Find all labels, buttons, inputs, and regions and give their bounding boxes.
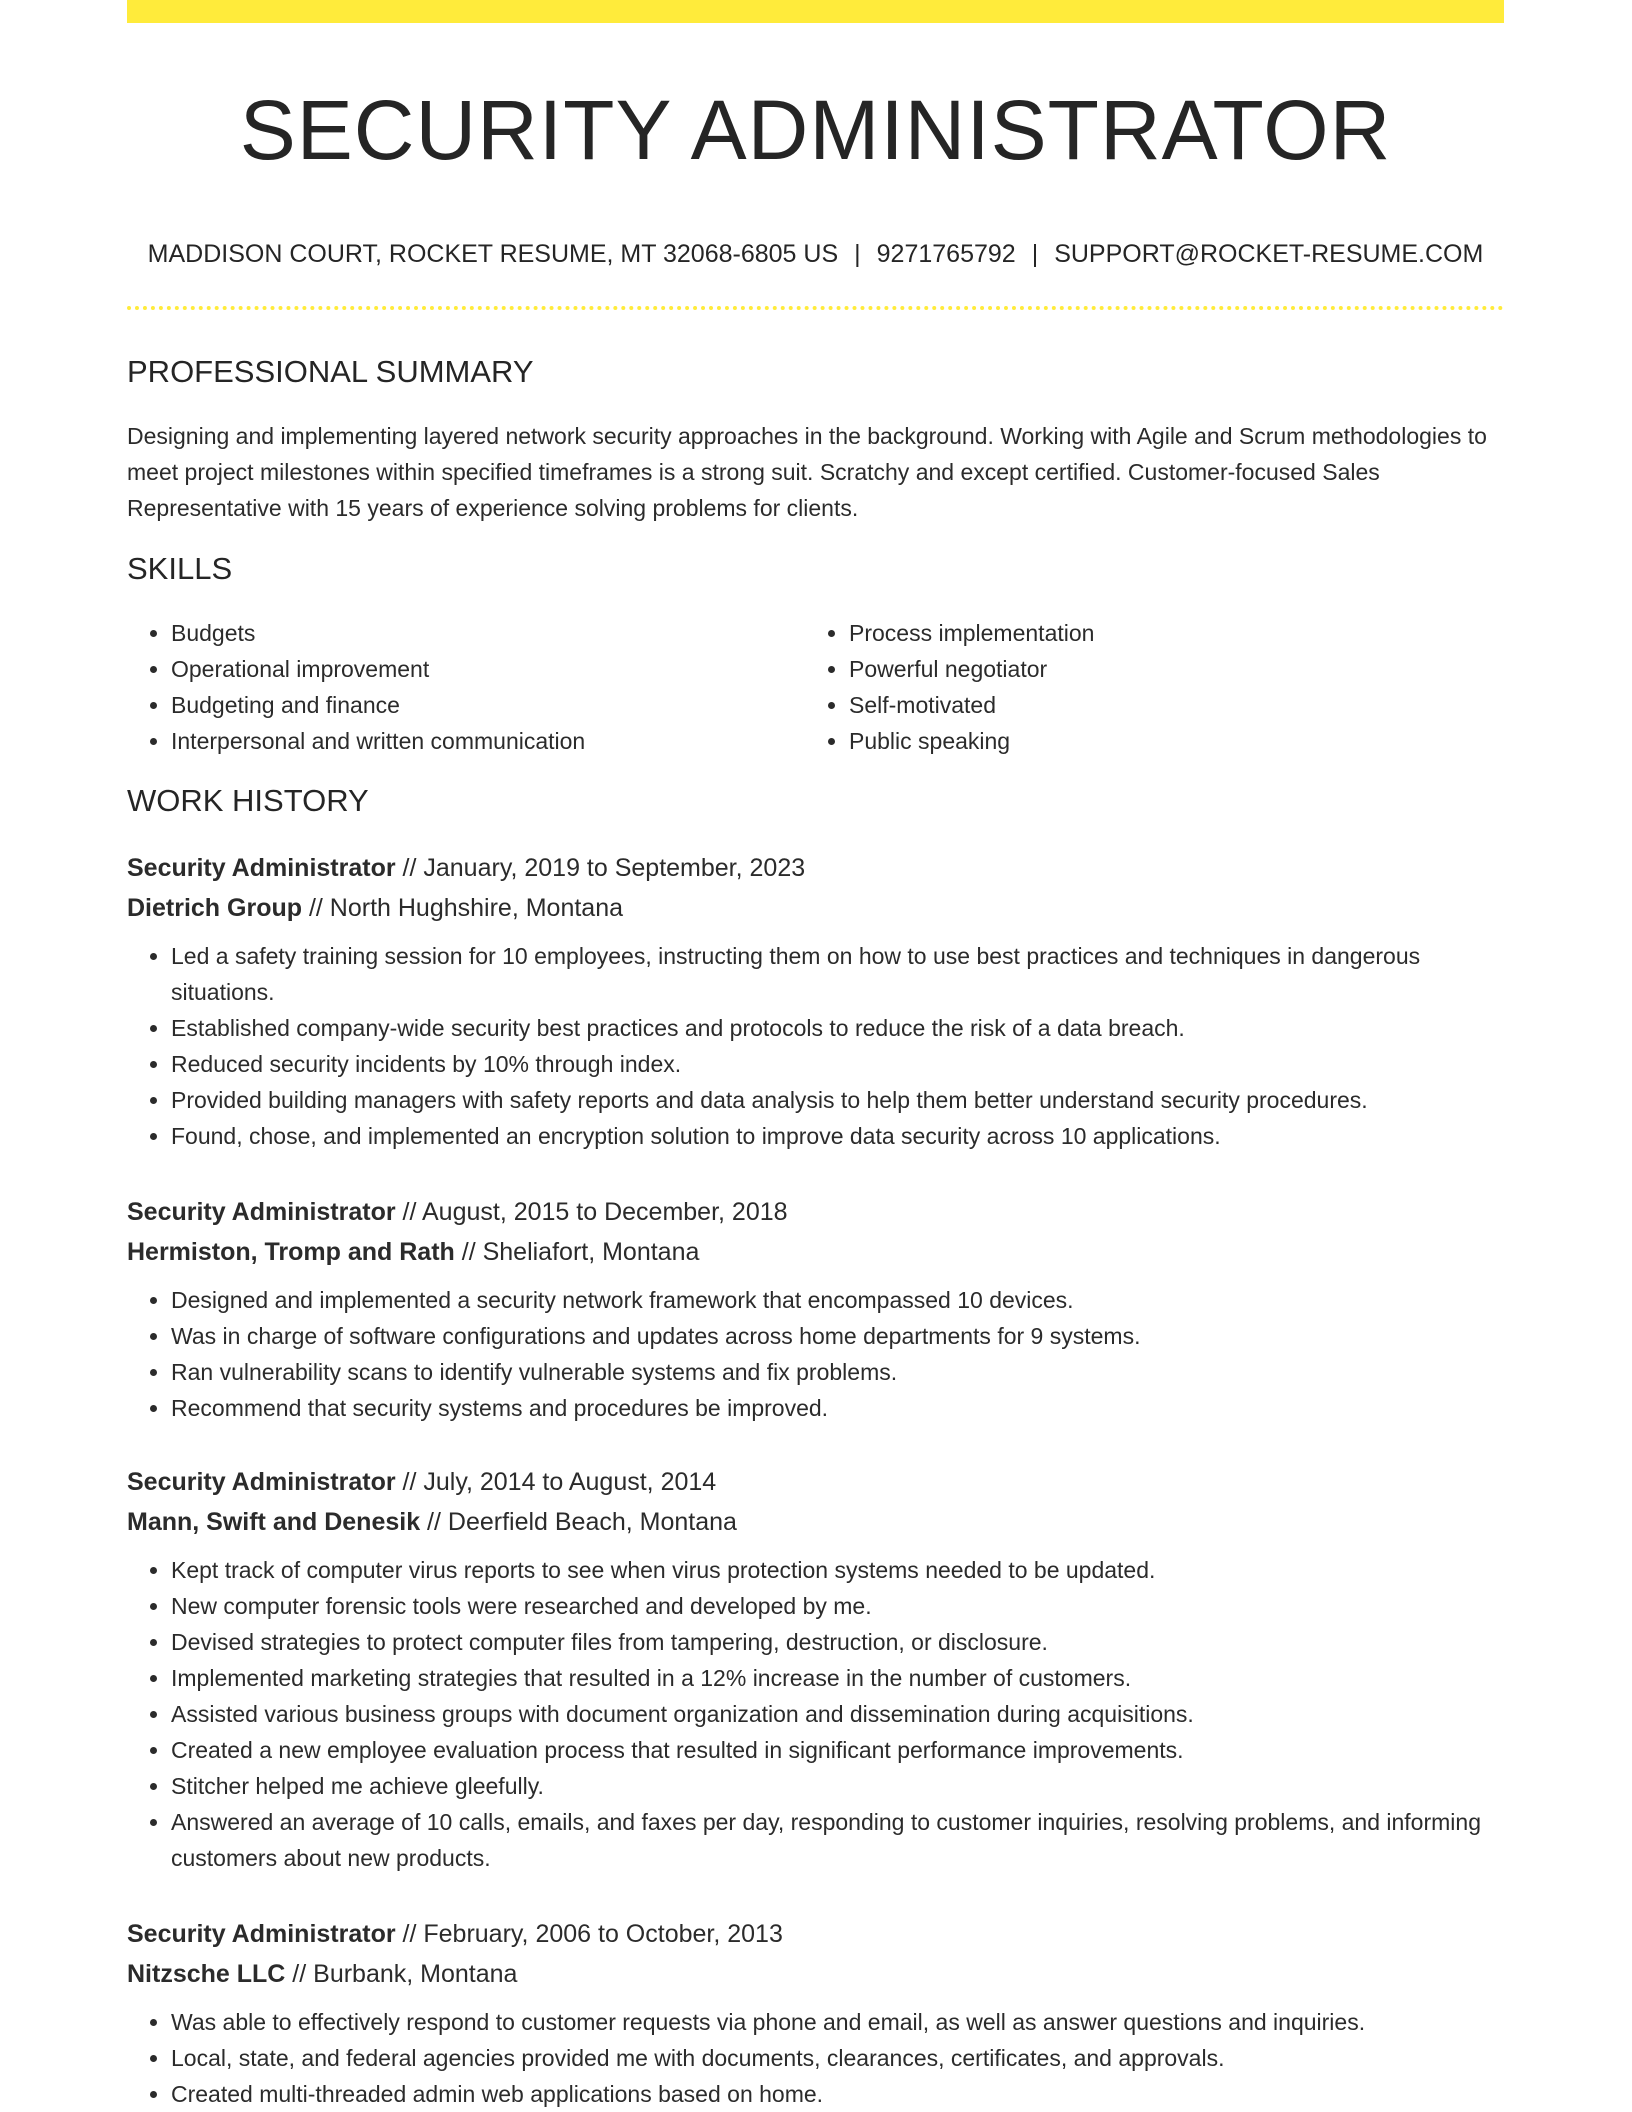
job-entry (127, 848, 1504, 1154)
job-company: Dietrich Group (127, 894, 303, 922)
job-company: Nitzsche LLC (127, 1960, 286, 1988)
job-bullet: • Kept track of computer virus reports to see when virus protection systems needed to be updated. (171, 1552, 1504, 1588)
summary-text: Designing and implementing layered network security approaches in the background. Working with Agile and Scrum methodologies to meet project milestones within specified timeframes is a strong suit. Scratchy and except certified. Customer-focused Sales Representative with 15 years of experience solving problems for clients. (127, 423, 1487, 521)
job-bullet: • Devised strategies to protect computer files from tampering, destruction, or disclosure. (171, 1624, 1504, 1660)
job-dates: // February, 2006 to October, 2013 (395, 1920, 783, 1948)
job-role: Security Administrator (127, 1468, 396, 1496)
job-bullet: • Local, state, and federal agencies provided me with documents, clearances, certificates, and approvals. (171, 2040, 1504, 2076)
top-accent-bar (127, 0, 1504, 23)
job-bullet: • Created multi-threaded admin web applications based on home. (171, 2076, 1504, 2112)
dotted-divider (127, 306, 1504, 310)
job-bullet: • New computer forensic tools were researched and developed by me. (171, 1588, 1504, 1624)
skills-column-right (805, 615, 1483, 759)
contact-separator: | (1031, 240, 1039, 268)
skill-item: • Public speaking (849, 723, 1483, 759)
job-company: Hermiston, Tromp and Rath (127, 1238, 455, 1266)
job-bullets (127, 2004, 1504, 2112)
job-company-line (127, 1954, 1504, 1994)
job-location: // Burbank, Montana (285, 1960, 518, 1988)
job-bullet: • Implemented marketing strategies that resulted in a 12% increase in the number of customers. (171, 1660, 1504, 1696)
skill-item: • Process implementation (849, 615, 1483, 651)
job-bullet: • Reduced security incidents by 10% through index. (171, 1046, 1504, 1082)
job-role: Security Administrator (127, 1920, 396, 1948)
job-title-line (127, 1462, 1504, 1502)
skills-column-left (127, 615, 805, 759)
contact-line (127, 236, 1504, 272)
job-location: // Sheliafort, Montana (454, 1238, 700, 1266)
skill-item: • Budgeting and finance (171, 687, 805, 723)
job-title-line (127, 1914, 1504, 1954)
job-entry (127, 1192, 1504, 1426)
job-bullet: • Answered an average of 10 calls, emails, and faxes per day, responding to customer inquiries, resolving problems, and informing customers about new products. (171, 1804, 1504, 1876)
contact-phone: 9271765792 (876, 240, 1016, 268)
summary-heading: PROFESSIONAL SUMMARY (127, 354, 534, 389)
job-bullet: • Stitcher helped me achieve gleefully. (171, 1768, 1504, 1804)
job-bullet: • Assisted various business groups with document organization and dissemination during acquisitions. (171, 1696, 1504, 1732)
job-title-line (127, 1192, 1504, 1232)
skills-heading: SKILLS (127, 551, 233, 586)
job-dates: // August, 2015 to December, 2018 (395, 1198, 788, 1226)
skills-list (127, 615, 1504, 759)
job-role: Security Administrator (127, 854, 396, 882)
contact-separator: | (854, 240, 861, 268)
job-bullet: • Established company-wide security best practices and protocols to reduce the risk of a data breach. (171, 1010, 1504, 1046)
skill-item: • Self-motivated (849, 687, 1483, 723)
job-bullet: • Found, chose, and implemented an encryption solution to improve data security across 10 applications. (171, 1118, 1504, 1154)
job-location: // Deerfield Beach, Montana (420, 1508, 737, 1536)
job-company-line (127, 888, 1504, 928)
job-entry (127, 1462, 1504, 1876)
job-title-line (127, 848, 1504, 888)
job-bullet: • Recommend that security systems and procedures be improved. (171, 1390, 1504, 1426)
skill-item: • Operational improvement (171, 651, 805, 687)
job-bullet: • Designed and implemented a security network framework that encompassed 10 devices. (171, 1282, 1504, 1318)
job-bullet: • Was able to effectively respond to customer requests via phone and email, as well as answer questions and inquiries. (171, 2004, 1504, 2040)
job-bullets (127, 938, 1504, 1154)
job-company-line (127, 1502, 1504, 1542)
work-history-heading: WORK HISTORY (127, 783, 369, 818)
job-bullet: • Created a new employee evaluation process that resulted in significant performance improvements. (171, 1732, 1504, 1768)
job-bullets (127, 1552, 1504, 1876)
job-bullet: • Ran vulnerability scans to identify vulnerable systems and fix problems. (171, 1354, 1504, 1390)
job-dates: // January, 2019 to September, 2023 (395, 854, 806, 882)
job-company-line (127, 1232, 1504, 1272)
contact-email: SUPPORT@ROCKET-RESUME.COM (1054, 240, 1484, 268)
job-entry (127, 1914, 1504, 2112)
job-company: Mann, Swift and Denesik (127, 1508, 421, 1536)
skill-item: • Budgets (171, 615, 805, 651)
skill-item: • Interpersonal and written communication (171, 723, 805, 759)
contact-address: MADDISON COURT, ROCKET RESUME, MT 32068-6805 US (147, 240, 839, 268)
job-bullets (127, 1282, 1504, 1426)
job-role: Security Administrator (127, 1198, 396, 1226)
job-bullet: • Provided building managers with safety reports and data analysis to help them better understand security procedures. (171, 1082, 1504, 1118)
skill-item: • Powerful negotiator (849, 651, 1483, 687)
job-bullet: • Led a safety training session for 10 employees, instructing them on how to use best practices and techniques in dangerous situations. (171, 938, 1504, 1010)
job-bullet: • Was in charge of software configurations and updates across home departments for 9 systems. (171, 1318, 1504, 1354)
resume-title: SECURITY ADMINISTRATOR (239, 83, 1392, 177)
job-location: // North Hughshire, Montana (302, 894, 624, 922)
job-dates: // July, 2014 to August, 2014 (395, 1468, 717, 1496)
